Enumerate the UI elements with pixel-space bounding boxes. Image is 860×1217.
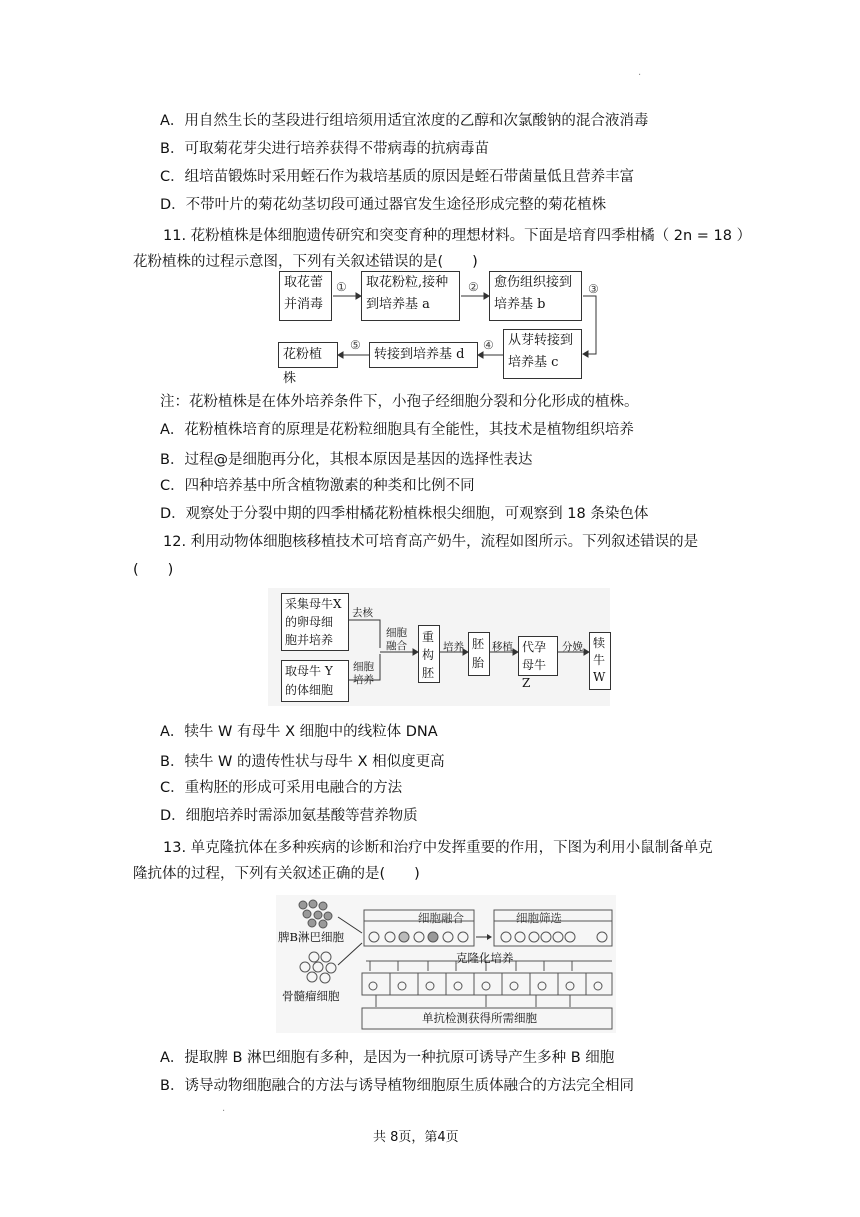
q12-label-delivery: 分娩: [562, 641, 583, 653]
q10-option-c: C．组培苗锻炼时采用蛭石作为栽培基质的原因是蛭石带菌量低且营养丰富: [160, 169, 635, 185]
q12-box-surrogate: 代孕 母牛 Z: [518, 636, 558, 676]
header-mark: ·: [638, 70, 642, 81]
q11-box-pollen-plant: 花粉植株: [278, 342, 338, 368]
q11-step-4: ④: [483, 338, 494, 352]
q11-option-d: D．观察处于分裂中期的四季柑橘花粉植株根尖细胞，可观察到 18 条染色体: [160, 506, 649, 522]
q12-box-calf-w: 犊 牛 W: [589, 632, 611, 690]
q13-label-screening: 细胞筛选: [516, 911, 562, 925]
q11-arrows: [270, 265, 615, 385]
q12-label-enucleate: 去核: [352, 607, 373, 619]
q13-stem-line2: 隆抗体的过程，下列有关叙述正确的是( ): [133, 866, 420, 882]
q12-option-c: C．重构胚的形成可采用电融合的方法: [160, 780, 403, 796]
q12-box-embryo: 胚 胎: [468, 632, 490, 676]
q13-option-b: B．诱导动物细胞融合的方法与诱导植物细胞原生质体融合的方法完全相同: [160, 1078, 634, 1094]
q13-stem-line1: 13. 单克隆抗体在多种疾病的诊断和治疗中发挥重要的作用，下图为利用小鼠制备单克: [163, 840, 713, 856]
q12-stem-line1: 12. 利用动物体细胞核移植技术可培育高产奶牛，流程如图所示。下列叙述错误的是: [163, 534, 699, 550]
q11-step-5: ⑤: [350, 338, 361, 352]
q11-box-bud: 从芽转接到 培养基 c: [503, 329, 582, 379]
q11-box-flower-bud: 取花蕾 并消毒: [279, 271, 332, 321]
q12-option-a: A．犊牛 W 有母牛 X 细胞中的线粒体 DNA: [160, 724, 438, 740]
q11-stem-line1: 11. 花粉植株是体细胞遗传研究和突变育种的理想材料。下面是培育四季柑橘（ 2n = 18 ）: [163, 228, 752, 244]
q13-label-fusion: 细胞融合: [418, 911, 464, 925]
q10-option-a: A．用自然生长的茎段进行组培须用适宜浓度的乙醇和次氯酸钠的混合液消毒: [160, 113, 649, 129]
q12-label-transfer: 移植: [492, 641, 513, 653]
q10-option-d: D．不带叶片的菊花幼茎切段可通过器官发生途径形成完整的菊花植株: [160, 197, 607, 213]
q11-option-b: B．过程@是细胞再分化，其根本原因是基因的选择性表达: [160, 452, 533, 468]
footer-mark: ·: [222, 1106, 226, 1117]
q11-box-pollen: 取花粉粒,接种 到培养基 a: [361, 271, 460, 321]
q13-label-clone: 克隆化培养: [456, 951, 514, 965]
q12-label-fusion: 细胞 融合: [386, 627, 407, 652]
q11-box-callus: 愈伤组织接到 培养基 b: [489, 271, 582, 321]
q11-box-medium-d: 转接到培养基 d: [369, 342, 478, 368]
page-footer: 共 8页，第4页: [373, 1130, 459, 1145]
q12-label-culture: 培养: [443, 641, 464, 653]
q12-stem-line2: ( ): [133, 562, 174, 578]
q11-stem-line2: 花粉植株的过程示意图，下列有关叙述错误的是( ): [133, 254, 478, 270]
q11-step-3: ③: [588, 282, 599, 296]
q12-option-d: D．细胞培养时需添加氨基酸等营养物质: [160, 808, 418, 824]
q11-option-a: A．花粉植株培育的原理是花粉粒细胞具有全能性，其技术是植物组织培养: [160, 422, 634, 438]
q10-option-b: B．可取菊花芽尖进行培养获得不带病毒的抗病毒苗: [160, 141, 489, 157]
q11-option-c: C．四种培养基中所含植物激素的种类和比例不同: [160, 478, 475, 494]
q12-box-cow-x: 采集母牛X 的卵母细 胞并培养: [281, 593, 349, 651]
q13-label-myeloma: 骨髓瘤细胞: [282, 989, 340, 1003]
q12-option-b: B．犊牛 W 的遗传性状与母牛 X 相似度更高: [160, 754, 445, 770]
q11-step-1: ①: [336, 280, 347, 294]
q12-arrows: [268, 588, 610, 706]
q11-step-2: ②: [468, 280, 479, 294]
q13-option-a: A．提取脾 B 淋巴细胞有多种，是因为一种抗原可诱导产生多种 B 细胞: [160, 1050, 615, 1066]
q12-label-cell-culture: 细胞 培养: [353, 661, 374, 686]
q12-box-reconstructed-embryo: 重 构 胚: [418, 625, 440, 683]
q11-note: 注：花粉植株是在体外培养条件下，小孢子经细胞分裂和分化形成的植株。: [160, 394, 639, 410]
q12-box-cow-y: 取母牛 Y 的体细胞: [281, 660, 349, 702]
q13-label-detect: 单抗检测获得所需细胞: [422, 1011, 537, 1025]
q13-label-spleen: 脾B淋巴细胞: [278, 930, 344, 944]
